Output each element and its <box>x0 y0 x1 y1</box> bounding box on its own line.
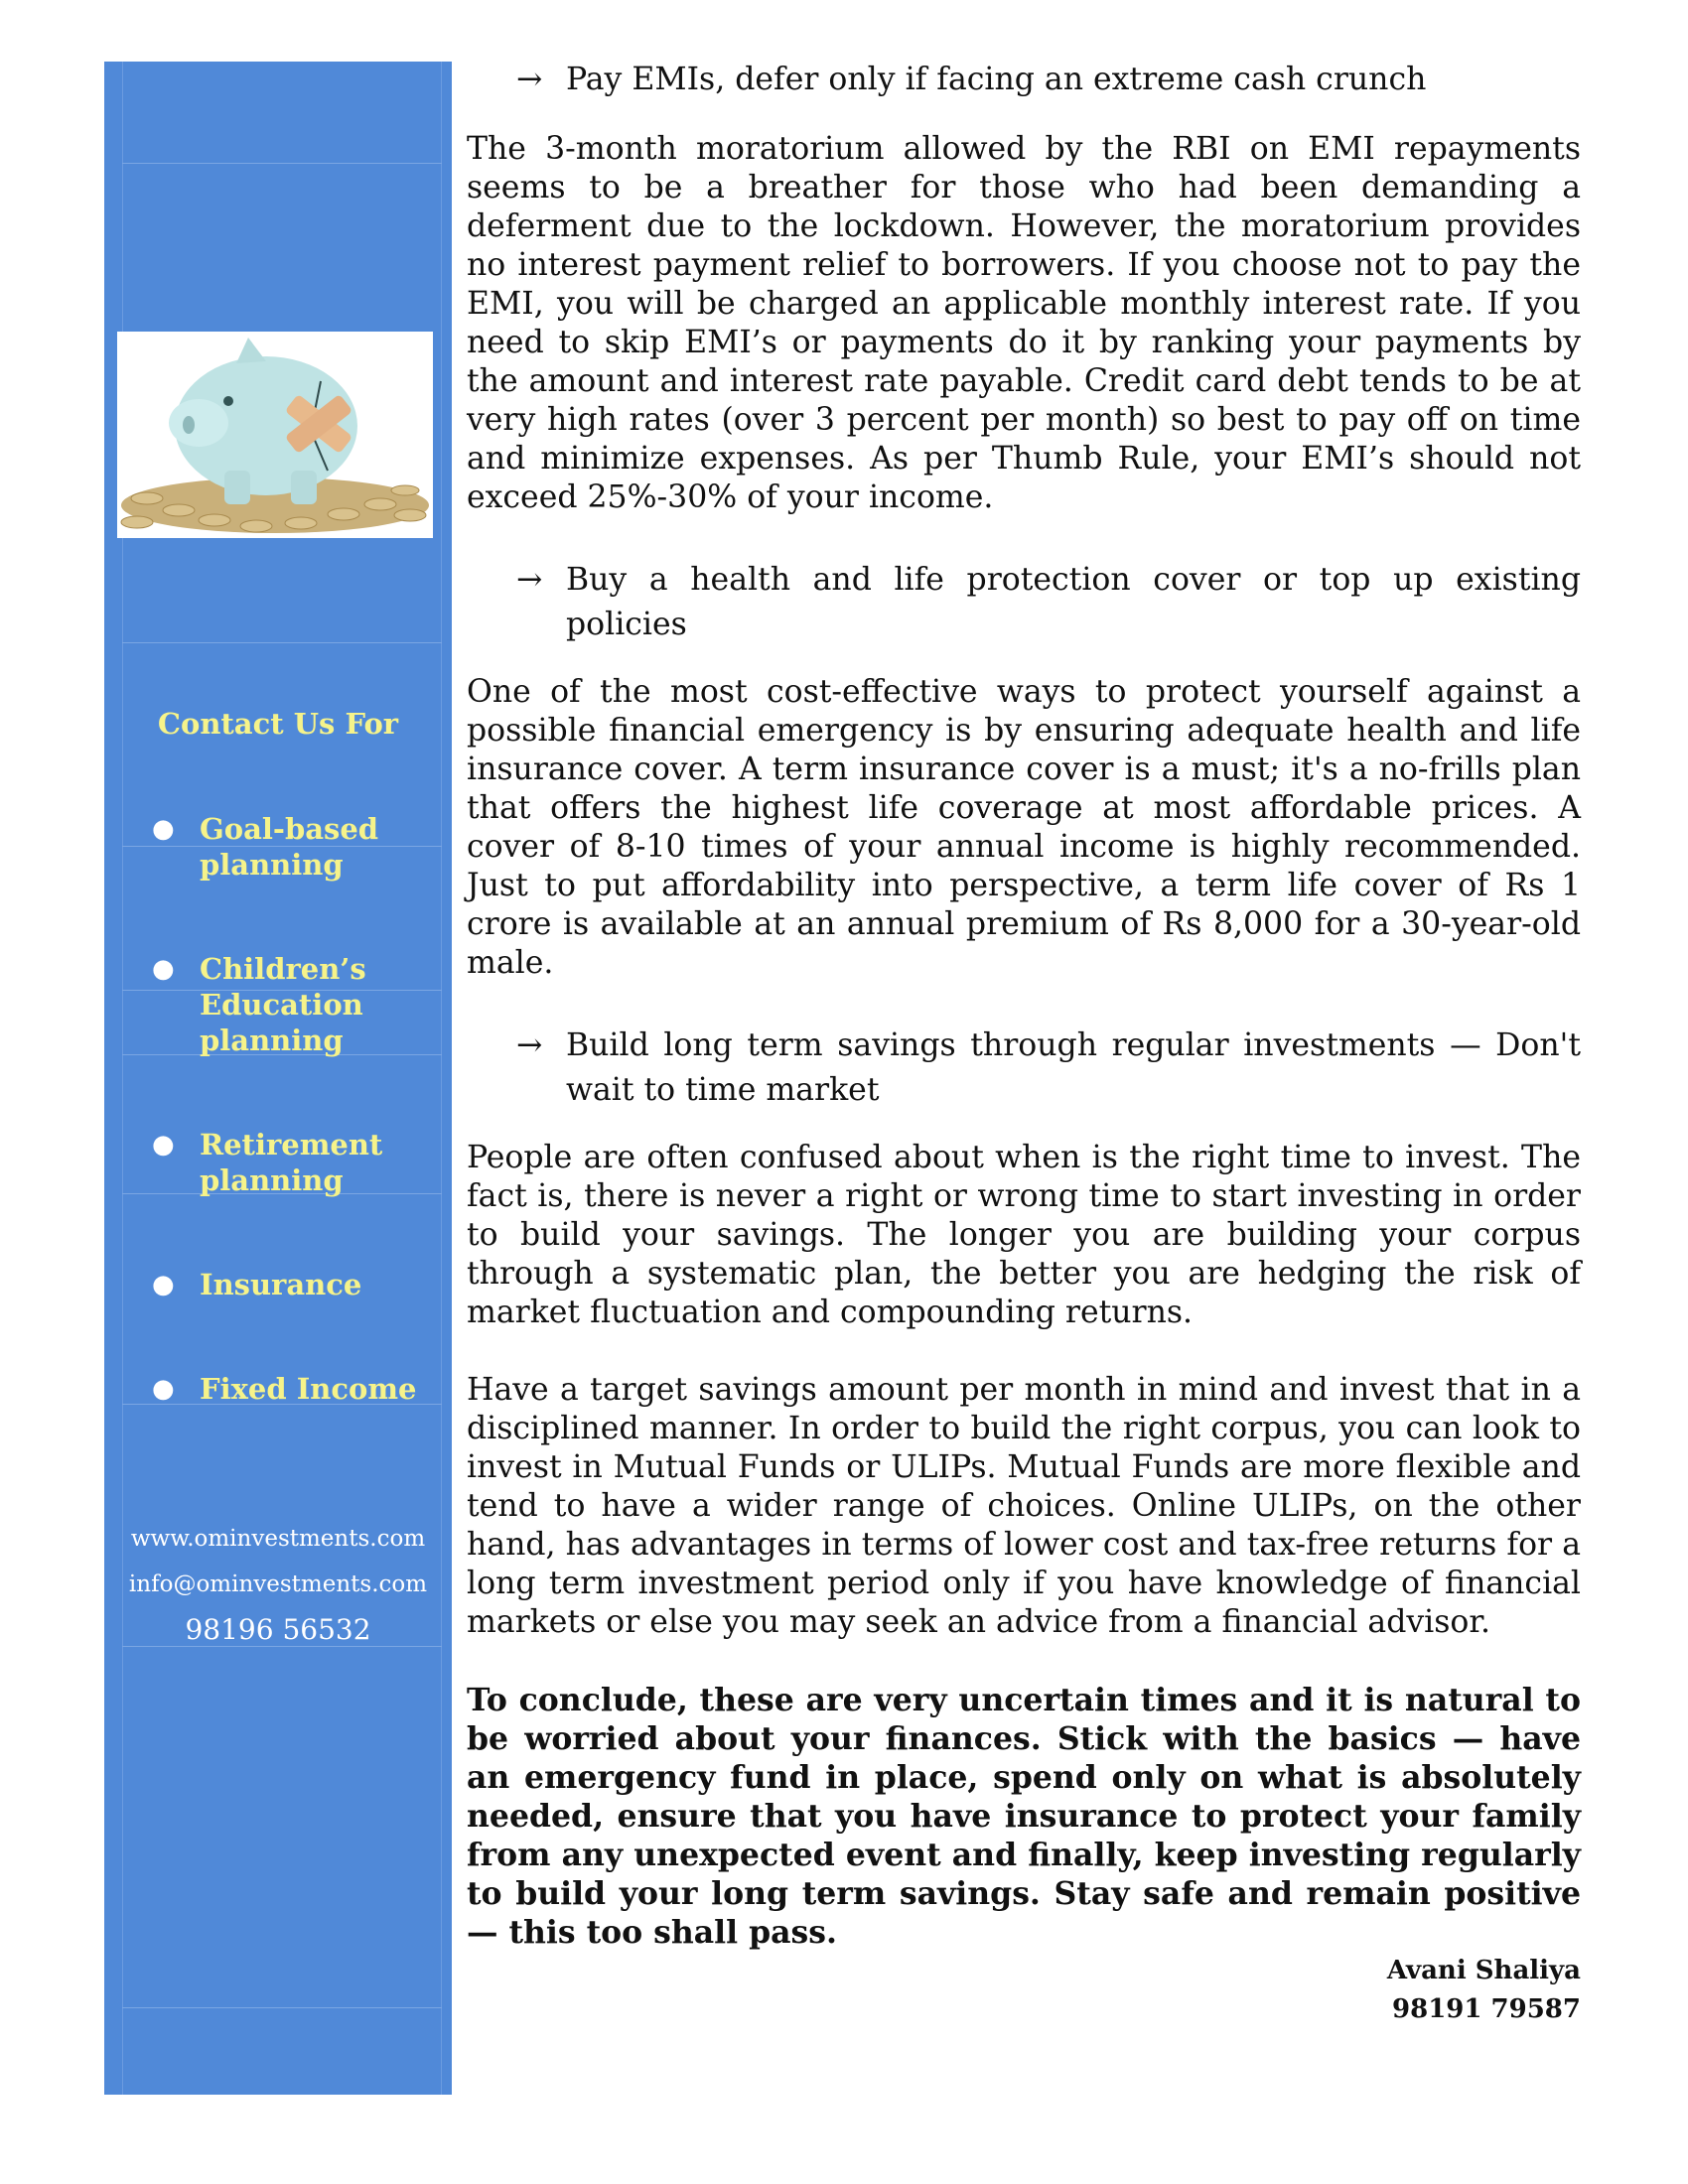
piggy-bank-image <box>117 332 433 538</box>
section-heading-savings <box>467 1024 1581 1113</box>
paragraph-insurance: One of the most cost-effective ways to protect yourself against a possible financial emergency is by ensuring adequate health and life insurance cover. A term insurance cover is a must; it's a no-frills plan that offers the highest life coverage at most affordable prices. A cover of 8-10 times of your annual income is highly recommended. Just to put affordability into perspective, a term life cover of Rs 1 crore is available at an annual premium of Rs 8,000 for a 30-year-old male. <box>467 674 1581 981</box>
sidebar <box>104 62 452 2095</box>
arrow-right-icon: → <box>516 562 543 598</box>
service-label: Fixed Income <box>200 1372 417 1406</box>
heading-text: Build long term savings through regular investments — Don't wait to time market <box>566 1027 1581 1108</box>
bullet-icon: ● <box>152 1270 175 1299</box>
contact-title: Contact Us For <box>157 707 399 741</box>
list-item <box>144 951 442 1058</box>
list-item <box>144 1371 442 1407</box>
article-body <box>467 58 1581 2029</box>
bullet-icon: ● <box>152 1374 175 1404</box>
author-name: Avani Shaliya <box>1386 1956 1581 1985</box>
sidebar-divider <box>122 163 442 164</box>
website-link[interactable]: www.ominvestments.com <box>130 1526 426 1552</box>
paragraph-savings: People are often confused about when is the right time to invest. The fact is, there is never a right or wrong time to start investing in order to build your savings. The longer you are building your corpus through a systematic plan, the better you are hedging the risk of market fluctuation and compounding returns. <box>467 1140 1581 1330</box>
services-list <box>144 811 442 1475</box>
list-item <box>144 1127 442 1198</box>
list-item <box>144 811 442 883</box>
heading-text: Buy a health and life protection cover or top up existing policies <box>566 562 1581 642</box>
author-phone: 98191 79587 <box>1392 1994 1581 2024</box>
contact-phone: 98196 56532 <box>185 1613 371 1646</box>
arrow-right-icon: → <box>516 1027 543 1063</box>
contact-links <box>104 1516 452 1653</box>
service-label: Goal-based planning <box>200 812 379 882</box>
paragraph-target-savings: Have a target savings amount per month in mind and invest that in a disciplined manner. In order to build the right corpus, you can look to invest in Mutual Funds or ULIPs. Mutual Funds are more flexible and tend to have a wider range of choices. Online ULIPs, on the other hand, has advantages in terms of lower cost and tax-free returns for a long term investment period only if you have knowledge of financial markets or else you may seek an advice from a financial advisor. <box>467 1372 1581 1640</box>
bullet-icon: ● <box>152 954 175 984</box>
service-label: Children’s Education planning <box>200 952 366 1057</box>
email-link[interactable]: info@ominvestments.com <box>128 1571 428 1597</box>
service-label: Insurance <box>200 1268 362 1301</box>
sidebar-divider <box>122 642 442 643</box>
arrow-right-icon: → <box>516 62 543 97</box>
paragraph-emi: The 3-month moratorium allowed by the RBI on EMI repayments seems to be a breather for those who had been demanding a deferment due to the lockdown. However, the moratorium provides no interest payment relief to borrowers. If you choose not to pay the EMI, you will be charged an applicable monthly interest rate. If you need to skip EMI’s or payments do it by ranking your payments by the amount and interest rate payable. Credit card debt tends to be at very high rates (over 3 percent per month) so best to pay off on time and minimize expenses. As per Thumb Rule, your EMI’s should not exceed 25%-30% of your income. <box>467 131 1581 515</box>
bullet-icon: ● <box>152 1130 175 1160</box>
service-label: Retirement planning <box>200 1128 383 1197</box>
list-item <box>144 1267 442 1302</box>
bullet-icon: ● <box>152 814 175 844</box>
section-heading-emi <box>467 58 1581 102</box>
section-heading-insurance <box>467 558 1581 647</box>
heading-text: Pay EMIs, defer only if facing an extreme cash crunch <box>566 62 1427 97</box>
paragraph-conclusion: To conclude, these are very uncertain times and it is natural to be worried about your finances. Stick with the basics — have an emergency fund in place, spend only on what is absolutely needed, ensure that you have insurance to protect your family from any unexpected event and finally, keep investing regularly to build your long term savings. Stay safe and remain positive — this too shall pass. <box>467 1682 1581 1951</box>
sidebar-divider <box>122 2007 442 2008</box>
